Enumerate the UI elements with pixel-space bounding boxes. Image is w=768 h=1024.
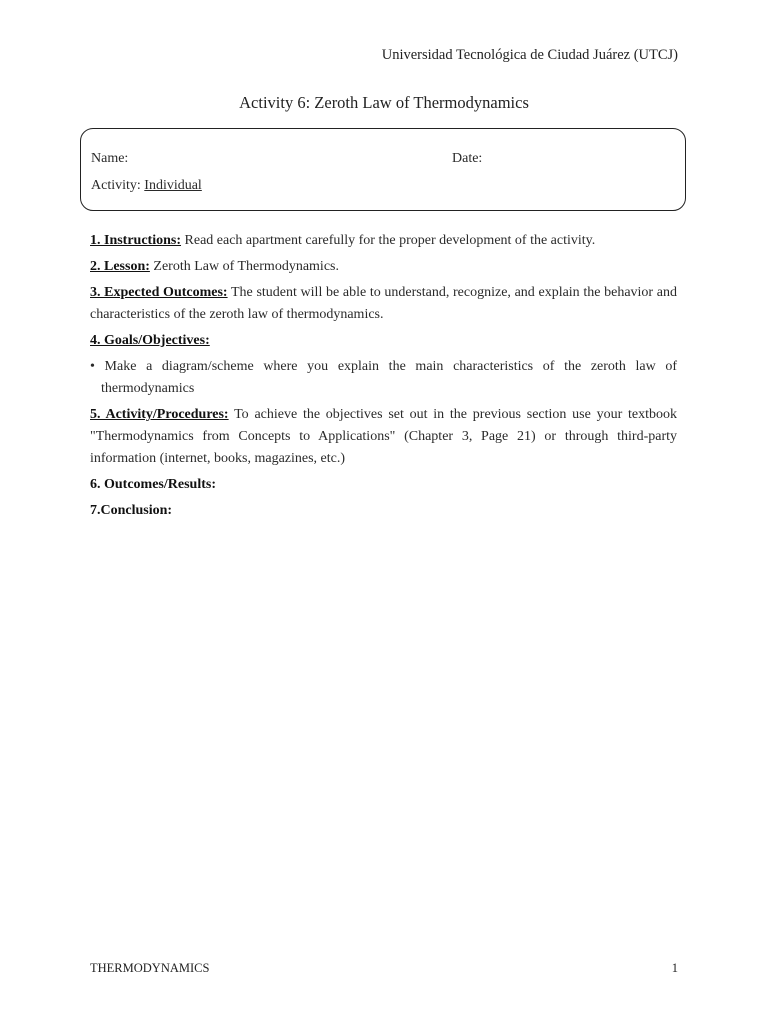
procedures-label: 5. Activity/Procedures: xyxy=(90,407,229,422)
procedures-section xyxy=(90,404,677,470)
expected-outcomes-section xyxy=(90,282,677,326)
lesson-label: 2. Lesson: xyxy=(90,259,150,274)
lesson-text: Zeroth Law of Thermodynamics. xyxy=(149,259,339,274)
conclusion-label: 7.Conclusion: xyxy=(90,503,173,518)
footer-course: THERMODYNAMICS xyxy=(90,961,210,975)
lesson-section xyxy=(90,256,677,278)
goals-section xyxy=(90,330,677,352)
document-body xyxy=(90,230,677,526)
conclusion-section xyxy=(90,500,677,522)
document-title: Activity 6: Zeroth Law of Thermodynamics xyxy=(239,93,529,112)
instructions-label: 1. Instructions: xyxy=(90,233,182,248)
procedures-text: To achieve the objectives set out in the previous section use your textbook "Thermodynamics from Concepts to Applications" (Chapter 3, Page 21) or through third-party information (internet, books, magazines, etc.) xyxy=(90,407,677,466)
activity-value: Individual xyxy=(144,178,202,193)
page-header-institution: Universidad Tecnológica de Ciudad Juárez (UTCJ) xyxy=(381,47,678,63)
footer-page-number: 1 xyxy=(671,961,678,975)
student-info-box xyxy=(80,128,686,211)
goals-label: 4. Goals/Objectives: xyxy=(90,333,210,348)
instructions-section xyxy=(90,230,677,252)
activity-label: Activity: xyxy=(91,178,145,193)
expected-outcomes-label: 3. Expected Outcomes: xyxy=(90,285,228,300)
activity-type xyxy=(91,178,202,194)
instructions-text: Read each apartment carefully for the proper development of the activity. xyxy=(181,233,596,248)
date-label: Date: xyxy=(452,151,483,166)
results-label: 6. Outcomes/Results: xyxy=(90,477,216,492)
name-label: Name: xyxy=(91,151,129,166)
results-section xyxy=(90,474,677,496)
goals-bullet: • Make a diagram/scheme where you explain the main characteristics of the zeroth law of thermodynamics xyxy=(90,359,677,396)
expected-outcomes-text: The student will be able to understand, recognize, and explain the behavior and characteristics of the zeroth law of thermodynamics. xyxy=(90,285,677,322)
